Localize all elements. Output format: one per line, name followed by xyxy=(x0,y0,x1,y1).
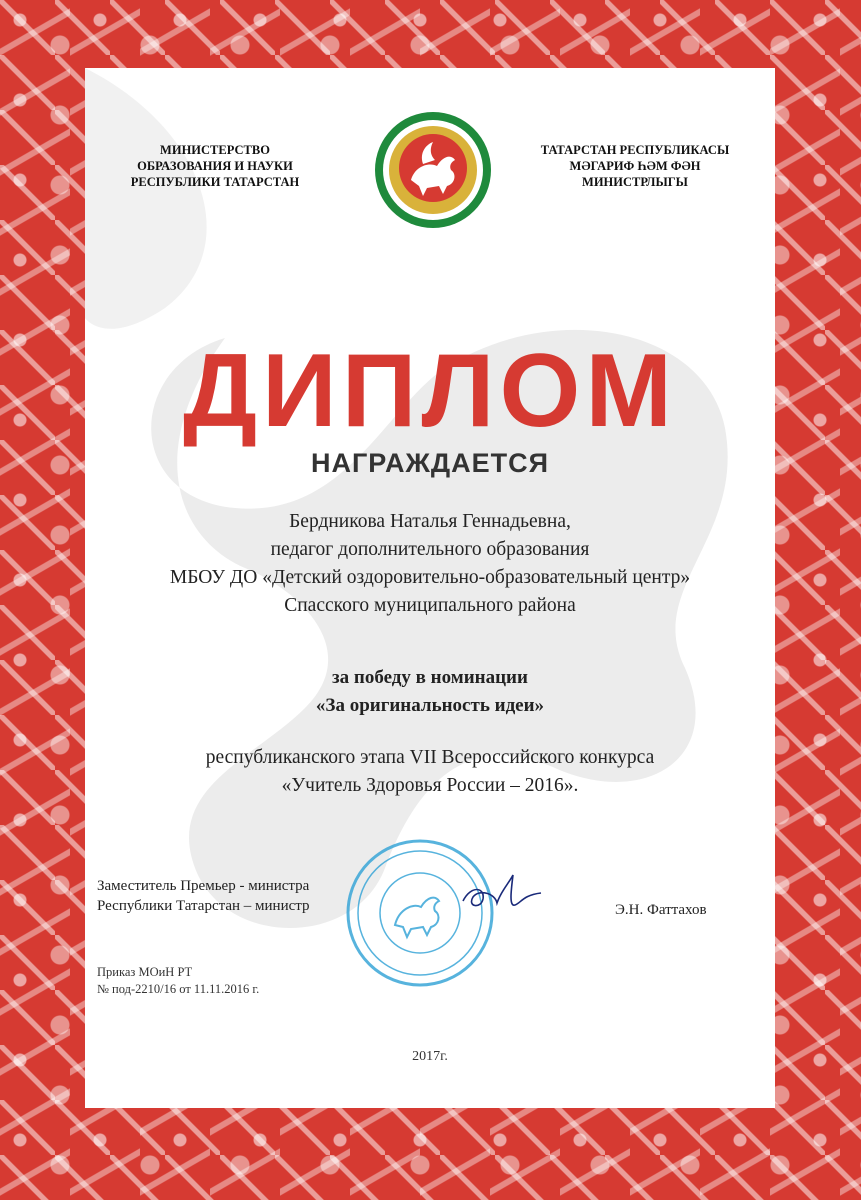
signature-icon xyxy=(457,863,547,923)
ministry-name-russian xyxy=(105,142,325,190)
header-left-line: РЕСПУБЛИКИ ТАТАРСТАН xyxy=(130,175,300,189)
signatory-title-line: Заместитель Премьер - министра xyxy=(97,878,310,894)
diploma-title: ДИПЛОМ xyxy=(182,333,678,449)
contest-name: «Учитель Здоровья России – 2016». xyxy=(281,775,579,796)
recipient-organization: МБОУ ДО «Детский оздоровительно-образовательный центр» xyxy=(169,567,691,588)
ministry-name-tatar xyxy=(515,142,755,190)
header-right-line: ТАТАРСТАН РЕСПУБЛИКАСЫ xyxy=(540,143,730,157)
signatory-title xyxy=(97,876,397,916)
order-number: № под-2210/16 от 11.11.2016 г. xyxy=(97,982,260,996)
recipient-district: Спасского муниципального района xyxy=(284,595,576,616)
contest-block xyxy=(85,744,775,800)
recipient-position: педагог дополнительного образования xyxy=(270,539,590,560)
order-reference xyxy=(97,964,397,998)
nomination-line: за победу в номинации xyxy=(332,667,528,688)
nomination-name: «За оригинальность идеи» xyxy=(315,695,545,716)
tatarstan-emblem-icon xyxy=(371,108,495,232)
awarded-heading: НАГРАЖДАЕТСЯ xyxy=(311,448,549,478)
recipient-name: Бердникова Наталья Геннадьевна, xyxy=(289,511,571,532)
header-left-line: ОБРАЗОВАНИЯ И НАУКИ xyxy=(137,159,293,173)
signatory-name: Э.Н. Фаттахов xyxy=(615,902,707,918)
diploma-sheet xyxy=(85,68,775,1108)
issue-year: 2017г. xyxy=(412,1049,448,1064)
order-line: Приказ МОиН РТ xyxy=(97,965,193,979)
recipient-block xyxy=(85,508,775,620)
signatory-title-line: Республики Татарстан – министр xyxy=(97,898,310,914)
nomination-block xyxy=(85,664,775,720)
contest-stage: республиканского этапа VII Всероссийского конкурса xyxy=(205,747,655,768)
header-right-line: МИНИСТРЛЫГЫ xyxy=(582,175,688,189)
header-right-line: МӘГАРИФ ҺӘМ ФӘН xyxy=(569,159,701,173)
header-left-line: МИНИСТЕРСТВО xyxy=(160,143,270,157)
